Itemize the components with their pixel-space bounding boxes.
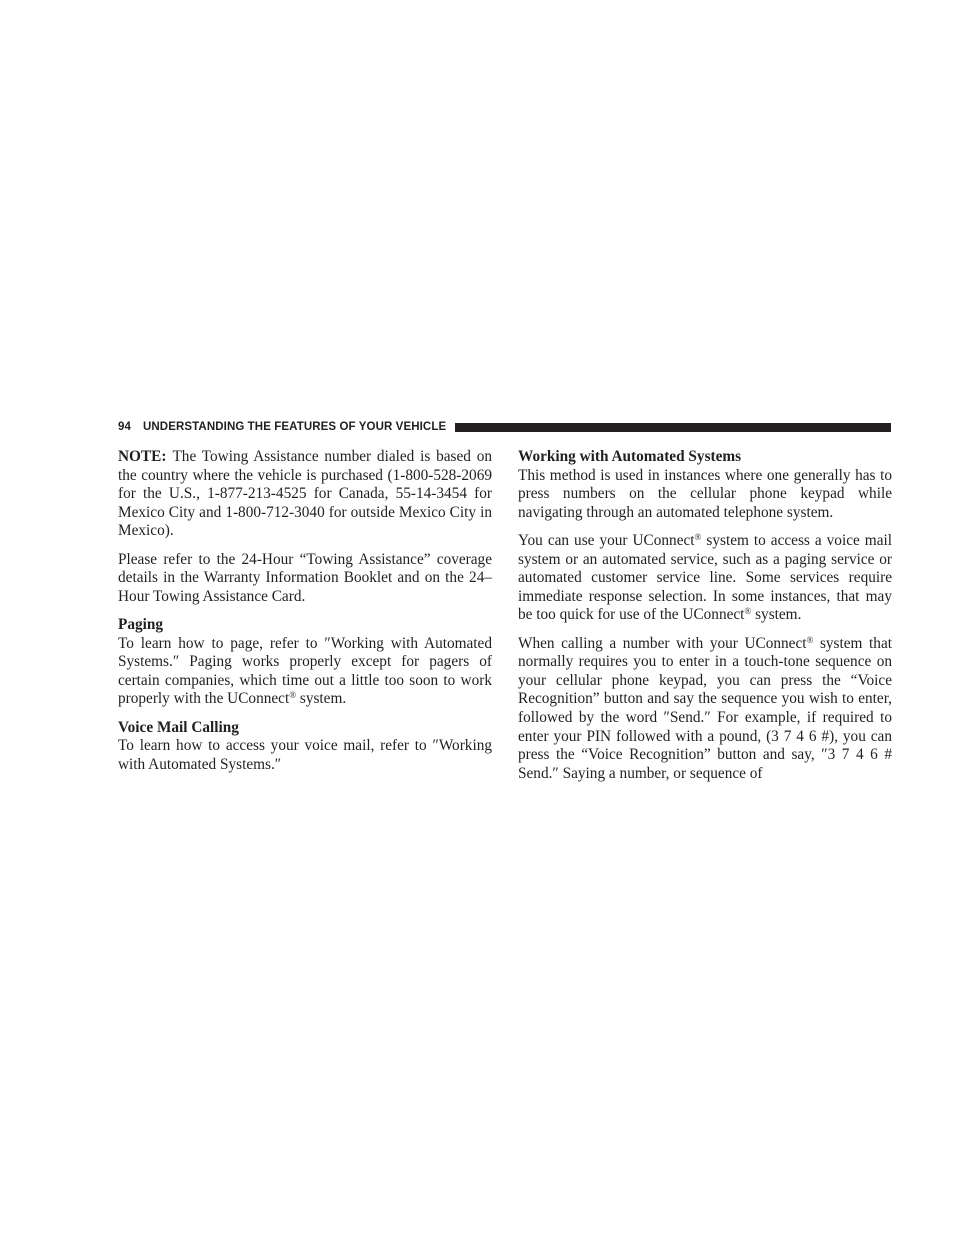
paging-paragraph — [118, 635, 492, 709]
registered-mark: ® — [289, 690, 297, 701]
paging-text-end: system. — [296, 690, 347, 708]
left-column — [118, 448, 492, 784]
voice-mail-heading: Voice Mail Calling — [118, 718, 239, 736]
running-head: UNDERSTANDING THE FEATURES OF YOUR VEHICLE — [143, 421, 447, 433]
registered-mark: ® — [694, 531, 702, 542]
p3-text-2: system that normally requires you to enter in a touch-tone sequence on your cellular phone keypad, you can press the “Voice Recognition” button and say the sequence you wish to enter, followed by the word ″Send.″ For example, if required to enter your PIN followed with a pound, (3 7 4 6 #), you can press the “Voice Recognition” button and say, ″3 7 4 6 # Send.″ Saying a number, or sequence of — [518, 634, 892, 782]
p2-text-3: system. — [751, 606, 802, 624]
paging-text: To learn how to page, refer to ″Working with Automated Systems.″ Paging works properly except for pagers of certain companies, which time out a little too soon to work properly with the UConnect — [118, 634, 492, 708]
page-number: 94 — [118, 421, 131, 433]
note-paragraph — [118, 448, 492, 541]
right-column — [518, 448, 892, 793]
note-text: The Towing Assistance number dialed is based on the country where the vehicle is purchased (1-800-528-2069 for the U.S., 1-877-213-4525 for Canada, 55-14-3454 for Mexico City and 1-800-712-3040 for outside Mexico City in Mexico). — [118, 448, 492, 540]
uconnect-voice-mail-paragraph — [518, 532, 892, 625]
registered-mark: ® — [744, 606, 752, 617]
header-rule — [455, 423, 891, 432]
registered-mark: ® — [806, 634, 814, 645]
automated-intro-paragraph: This method is used in instances where one generally has to press numbers on the cellular phone keypad while navigating through an automated telephone system. — [518, 466, 892, 521]
note-label: NOTE: — [118, 448, 167, 465]
towing-paragraph: Please refer to the 24-Hour “Towing Assistance” coverage details in the Warranty Information Booklet and on the 24–Hour Towing Assistance Card. — [118, 550, 492, 605]
voice-mail-paragraph: To learn how to access your voice mail, refer to ″Working with Automated Systems.″ — [118, 737, 492, 773]
p3-text-1: When calling a number with your UConnect — [518, 634, 807, 652]
touch-tone-paragraph — [518, 635, 892, 784]
p2-text-1: You can use your UConnect — [518, 531, 695, 549]
page-header — [118, 419, 891, 435]
automated-systems-heading: Working with Automated Systems — [518, 448, 742, 465]
paging-heading: Paging — [118, 615, 164, 633]
p2-text-2: system to access a voice mail system or an automated service, such as a paging service or automated customer service line. Some services require immediate response selection. In some instances, that may be too quick for use of the UConnect — [518, 531, 892, 624]
